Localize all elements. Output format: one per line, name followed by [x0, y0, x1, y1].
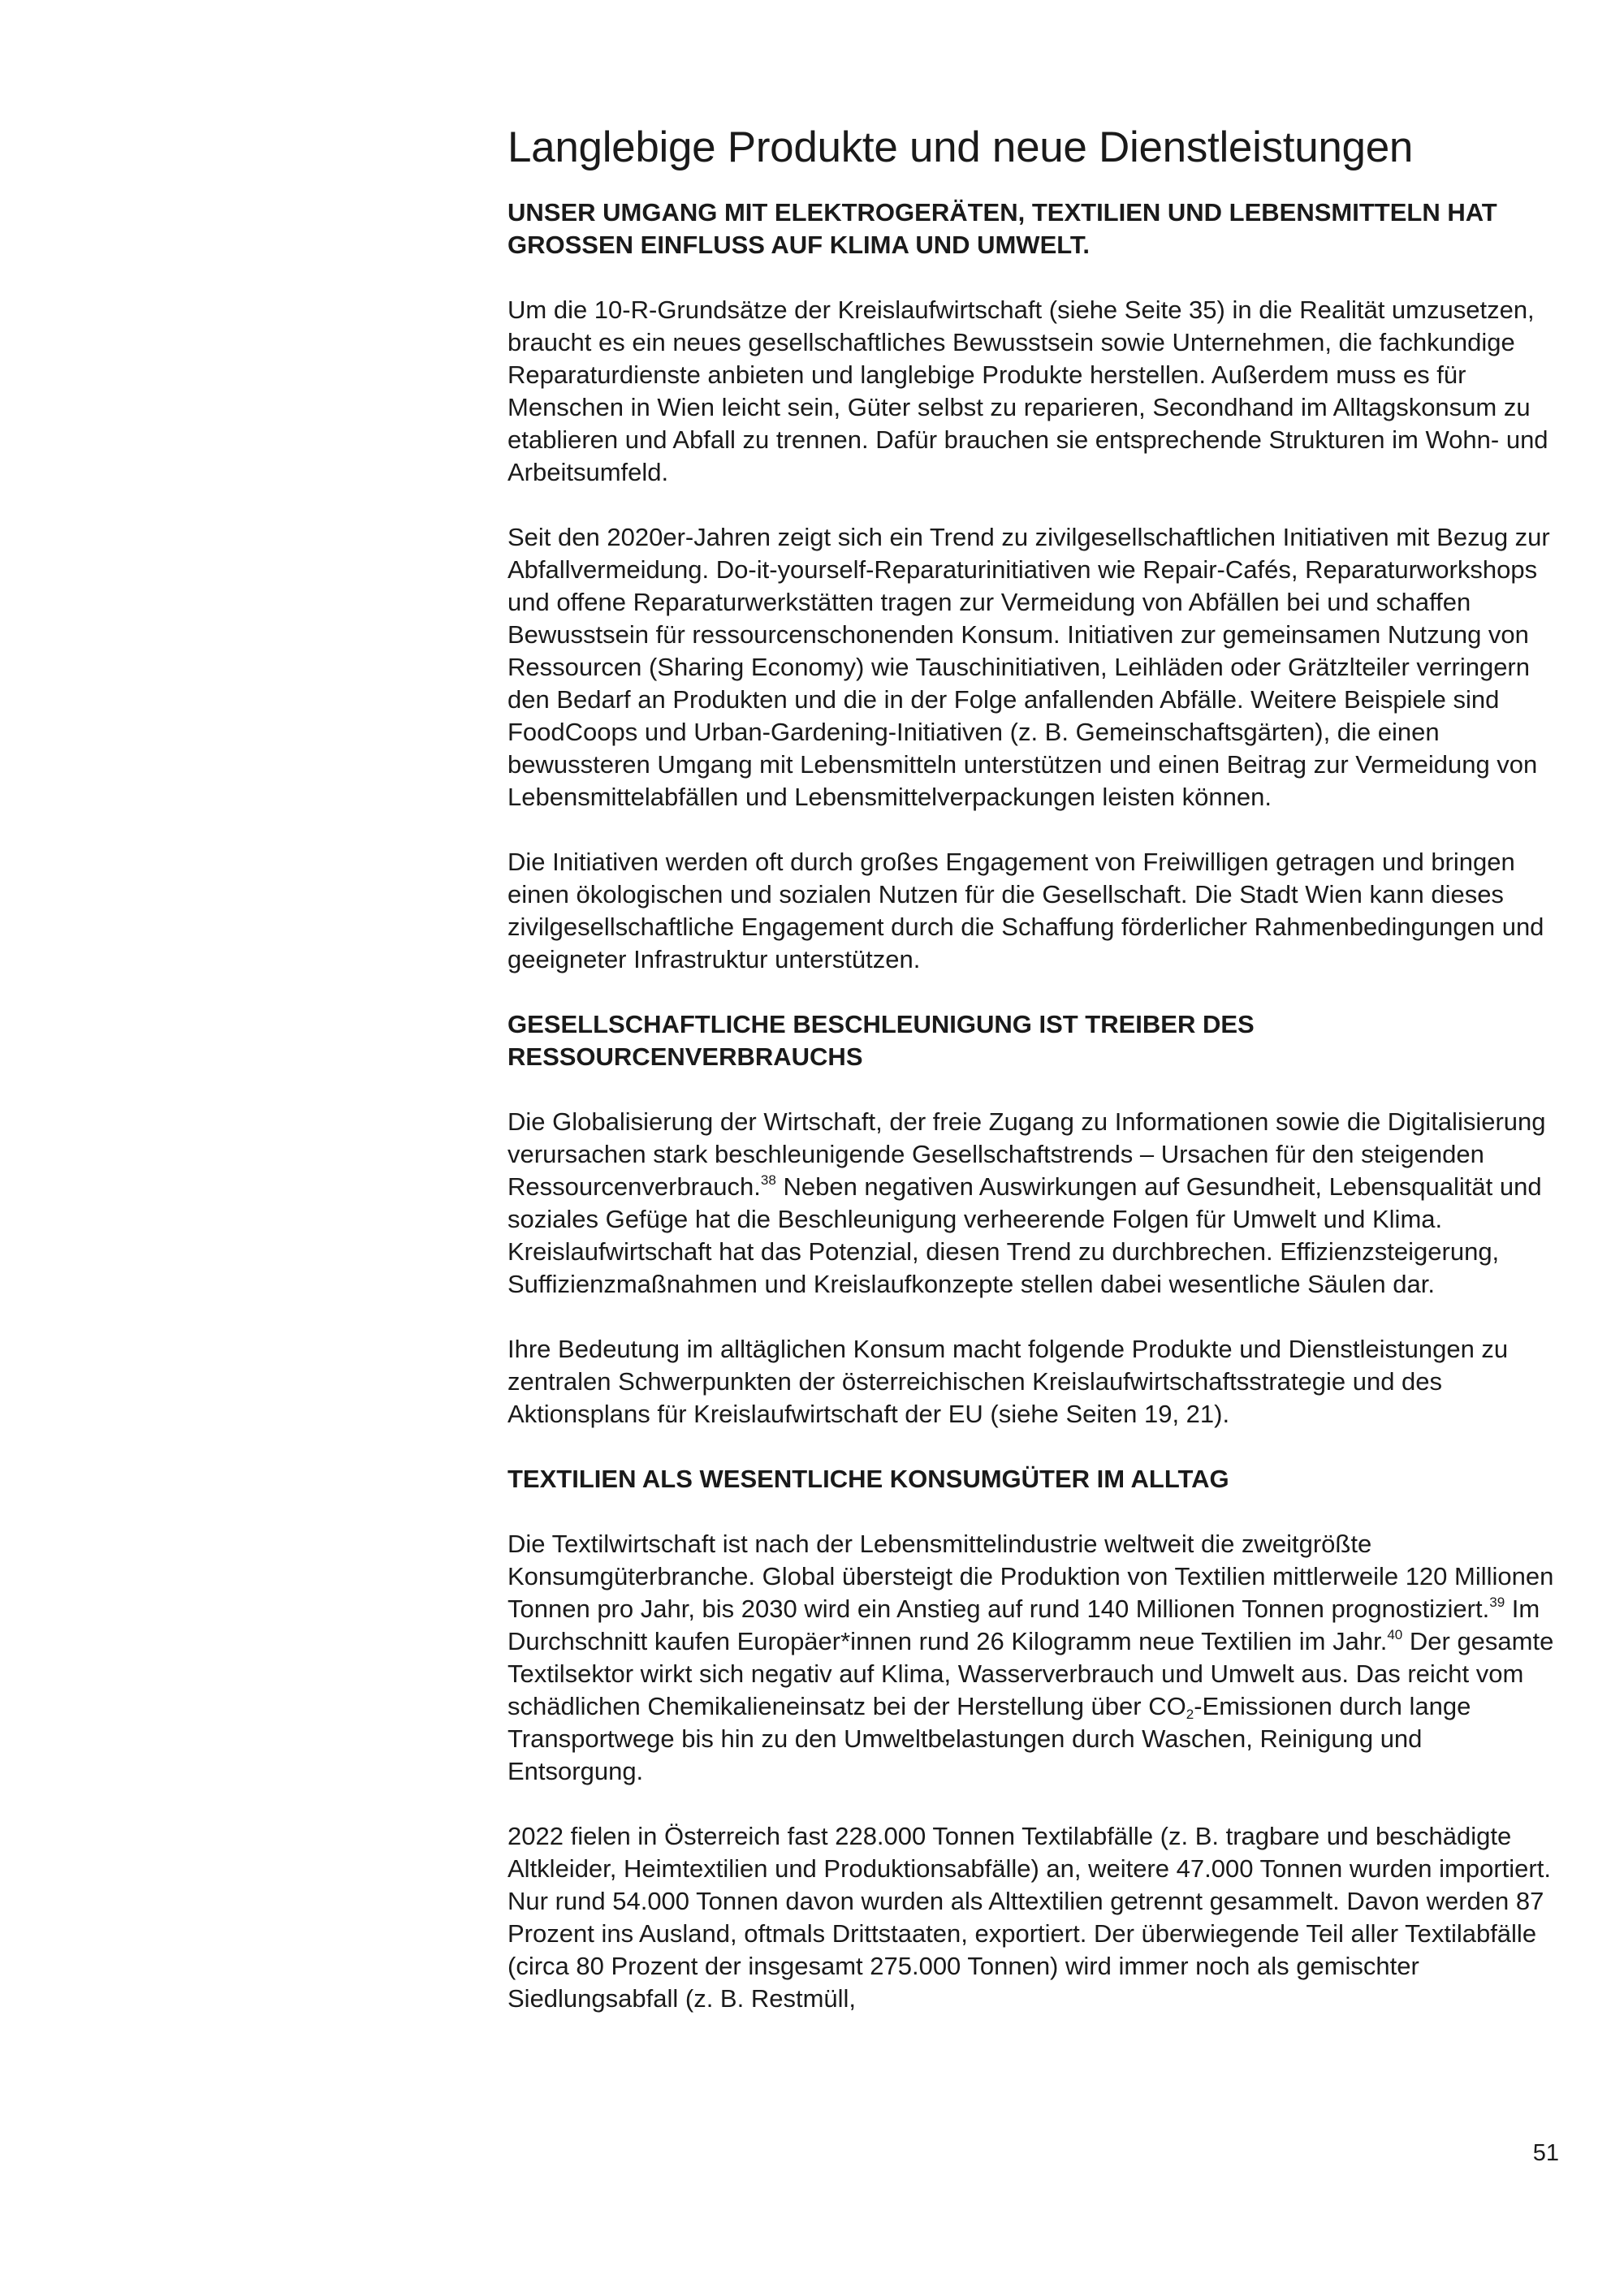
paragraph-globalisierung — [508, 1106, 1563, 1301]
page-number: 51 — [1532, 2140, 1559, 2166]
co2-subscript: 2 — [1186, 1706, 1194, 1722]
footnote-ref-39: 39 — [1489, 1594, 1505, 1610]
paragraph-textilwirtschaft-text-a: Die Textilwirtschaft ist nach der Lebensmittelindustrie weltweit die zweitgrößte Konsumgüterbranche. Global übersteigt die Produktion von Textilien mittlerweile 120 Millionen Tonnen pro Jahr, bis 2030 wird ein Anstieg auf rund 140 Millionen Tonnen prognostiziert. — [508, 1529, 1554, 1623]
paragraph-globalisierung-text-b: Neben negativen Auswirkungen auf Gesundheit, Lebensqualität und soziales Gefüge hat die Beschleunigung verheerende Folgen für Umwelt und Klima. Kreislaufwirtschaft hat das Potenzial, diesen Trend zu durchbrechen. Effizienzsteigerung, Suffizienzmaßnahmen und Kreislaufkonzepte stellen dabei wesentliche Säulen dar. — [508, 1172, 1542, 1298]
paragraph-textilwirtschaft-text-d: -Emissionen durch lange Transportwege bis hin zu den Umweltbelastungen durch Waschen, Reinigung und Entsorgung. — [508, 1691, 1471, 1785]
paragraph-textilwirtschaft-text-c: Der gesamte Textilsektor wirkt sich negativ auf Klima, Wasserverbrauch und Umwelt aus. Das reicht vom schädlichen Chemikalieneinsatz bei der Herstellung über CO — [508, 1626, 1554, 1720]
section-heading-umgang: UNSER UMGANG MIT ELEKTROGERÄTEN, TEXTILIEN UND LEBENSMITTELN HAT GROSSEN EINFLUSS AUF KLIMA UND UMWELT. — [508, 197, 1497, 259]
paragraph-10r-grundsaetze: Um die 10-R-Grundsätze der Kreislaufwirtschaft (siehe Seite 35) in die Realität umzusetzen, braucht es ein neues gesellschaftliches Bewusstsein sowie Unternehmen, die fachkundige Reparaturdienste anbieten und langlebige Produkte herstellen. Außerdem muss es für Menschen in Wien leicht sein, Güter selbst zu reparieren, Secondhand im Alltagskonsum zu etablieren und Abfall zu trennen. Dafür brauchen sie entsprechende Strukturen im Wohn- und Arbeitsumfeld. — [508, 295, 1548, 486]
paragraph-textilwirtschaft — [508, 1528, 1563, 1788]
section-heading-beschleunigung: GESELLSCHAFTLICHE BESCHLEUNIGUNG IST TREIBER DES RESSOURCENVERBRAUCHS — [508, 1009, 1255, 1071]
page-title: Langlebige Produkte und neue Dienstleistungen — [508, 123, 1414, 171]
paragraph-textilwirtschaft-text-b: Im Durchschnitt kaufen Europäer*innen rund 26 Kilogramm neue Textilien im Jahr. — [508, 1594, 1540, 1655]
paragraph-textilabfaelle-oesterreich: 2022 fielen in Österreich fast 228.000 Tonnen Textilabfälle (z. B. tragbare und beschädigte Altkleider, Heimtextilien und Produktionsabfälle) an, weitere 47.000 Tonnen wurden importiert. Nur rund 54.000 Tonnen davon wurden als Alttextilien getrennt gesammelt. Davon werden 87 Prozent ins Ausland, oftmals Drittstaaten, exportiert. Der überwiegende Teil aller Textilabfälle (circa 80 Prozent der insgesamt 275.000 Tonnen) wird immer noch als gemischter Siedlungsabfall (z. B. Restmüll, — [508, 1821, 1551, 2013]
document-body — [508, 122, 1563, 2048]
footnote-ref-38: 38 — [760, 1172, 776, 1188]
paragraph-konsum-schwerpunkte: Ihre Bedeutung im alltäglichen Konsum macht folgende Produkte und Dienstleistungen zu zentralen Schwerpunkten der österreichischen Kreislaufwirtschaftsstrategie und des Aktionsplans für Kreislaufwirtschaft der EU (siehe Seiten 19, 21). — [508, 1334, 1509, 1428]
footnote-ref-40: 40 — [1387, 1626, 1403, 1642]
paragraph-globalisierung-text-a: Die Globalisierung der Wirtschaft, der freie Zugang zu Informationen sowie die Digitalisierung verursachen stark beschleunigende Gesellschaftstrends – Ursachen für den steigenden Ressourcenverbrauch. — [508, 1107, 1546, 1201]
paragraph-engagement-freiwillige: Die Initiativen werden oft durch großes Engagement von Freiwilligen getragen und bringen einen ökologischen und sozialen Nutzen für die Gesellschaft. Die Stadt Wien kann dieses zivilgesellschaftliche Engagement durch die Schaffung förderlicher Rahmenbedingungen und geeigneter Infrastruktur unterstützen. — [508, 847, 1544, 973]
section-heading-textilien: TEXTILIEN ALS WESENTLICHE KONSUMGÜTER IM ALLTAG — [508, 1464, 1229, 1493]
paragraph-zivilgesellschaft-initiativen: Seit den 2020er-Jahren zeigt sich ein Trend zu zivilgesellschaftlichen Initiativen mit Bezug zur Abfallvermeidung. Do-it-yourself-Reparaturinitiativen wie Repair-Cafés, Reparaturworkshops und offene Reparaturwerkstätten tragen zur Vermeidung von Abfällen bei und schaffen Bewusstsein für ressourcenschonenden Konsum. Initiativen zur gemeinsamen Nutzung von Ressourcen (Sharing Economy) wie Tauschinitiativen, Leihläden oder Grätzlteiler verringern den Bedarf an Produkten und die in der Folge anfallenden Abfälle. Weitere Beispiele sind FoodCoops und Urban-Gardening-Initiativen (z. B. Gemeinschaftsgärten), die einen bewussteren Umgang mit Lebensmitteln unterstützen und einen Beitrag zur Vermeidung von Lebensmittelabfällen und Lebensmittelverpackungen leisten können. — [508, 522, 1550, 811]
